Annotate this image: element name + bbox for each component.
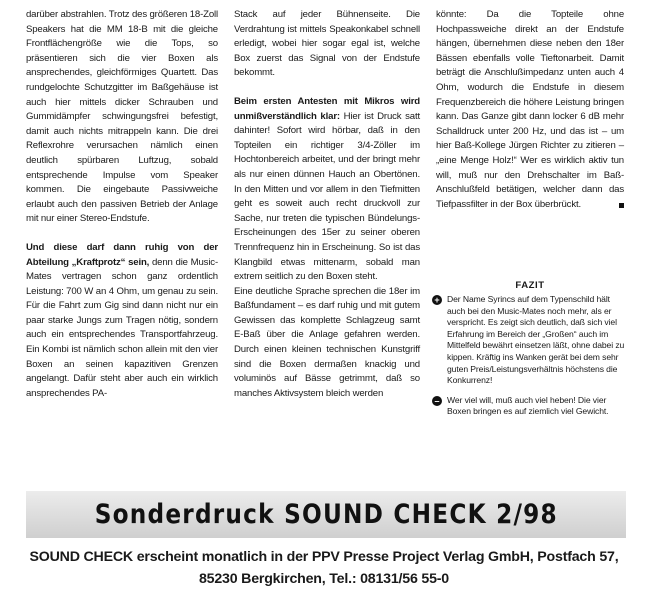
paragraph-text: denn die Music-Mates vertragen schon ganz ordentlich Leistung: 700 W an 4 Ohm, um genau zu sein. Für die Fahrt zum Gig sind dann nicht nur ein paar starke Jungs zum Tragen nötig, sondern auch ein entsprechendes Transportfahrzeug. Ein Kombi ist nämlich schon allein mit den vier Boxen an seinen kapazitiven Grenzen angelangt. Dafür steht aber auch ein wirklich ansprechendes PA- bbox=[26, 256, 218, 399]
paragraph: Eine deutliche Sprache sprechen die 18er im Baßfundament – es darf ruhig und mit gutem Gewissen das komplette Schlagzeug samt E-Baß über die Anlage gefahren werden. Durch einen kleinen technischen Kunstgriff sind die Boxen dermaßen knackig und voluminös auf Bässe getrimmt, daß so manches Aktivsystem bleich werden bbox=[234, 285, 420, 399]
paragraph: darüber abstrahlen. Trotz des größeren 18-Zoll Speakers hat die MM 18-B mit die gleiche Frontflächengröße wie die Tops, so präsentieren sich die vier Boxen als ansprechendes, gleichförmiges Quartett. Das rundgelochte Schutzgitter im Baßgehäuse ist auch hier mittels dicker Schrauben und Gummidämpfer schwingungsfrei befestigt, damit auch nichts mitrappeln kann. Die drei Reflexrohre verursachen nämlich einen deutlich spürbaren Luftzug, sobald entsprechende Impulse vom Speaker kommen. Die eingebaute Passivweiche erlaubt auch den passiven Betrieb der Anlage mit nur einer Stereo-Endstufe. bbox=[26, 9, 219, 225]
footer-line-2: 85230 Bergkirchen, Tel.: 08131/56 55-0 bbox=[198, 571, 450, 587]
fazit-minus-item bbox=[432, 395, 628, 418]
plus-icon: + bbox=[432, 295, 442, 305]
fazit-plus-text: Der Name Syrincs auf dem Typenschild hält auch bei den Music-Mates noch mehr, als er verspricht. Es zeigt sich deutlich, daß sich viel Erfahrung im Bereich der „Großen“ auch im Mittelfeld bewährt einsetzen läßt, ohne dabei zu kippen. Kräftig ins Wanken gerät bei dem sehr guten Preis/Leistungsverhältnis höchstens die Konkurrenz! bbox=[447, 294, 625, 386]
reprint-banner bbox=[26, 491, 626, 538]
paragraph bbox=[234, 95, 420, 285]
lead-in-bold: Beim ersten Antesten mit Mikros wird unmißverständlich klar: bbox=[234, 95, 420, 122]
article-column-3 bbox=[436, 8, 624, 212]
paragraph bbox=[26, 241, 218, 402]
paragraph-text: könnte: Da die Topteile ohne Hochpassweiche direkt an der Endstufe hängen, übernehmen diese neben den 18er Bässen ebenfalls volle Tieftonarbeit. Damit beträgt die Anschlußimpedanz unten auch 4 Ohm, wodurch die Endstufe in diesem Frequenzbereich die höhere Leistung bringen kann. Das Ganze gibt dann locker 6 dB mehr Schalldruck unter 200 Hz, und das ist – um hier Baß-Kollege Jürgen Richter zu zitieren – „eine Menge Holz!“ Wer es wirklich aktiv tun will, muß nur den Drehschalter im Baß-Anschlußfeld betätigen, welcher dann das Tiefpassfilter in der Box überbrückt. bbox=[436, 9, 624, 210]
fazit-plus-item bbox=[432, 294, 628, 387]
footer-line-1: SOUND CHECK erscheint monatlich in der PPV Presse Project Verlag GmbH, Postfach 57, bbox=[29, 549, 619, 565]
lead-in-bold: Und diese darf dann ruhig von der Abteilung „Kraftprotz“ sein, bbox=[26, 241, 218, 268]
fazit-title: FAZIT bbox=[515, 280, 545, 291]
article-column-1 bbox=[26, 8, 218, 401]
publisher-footer bbox=[0, 546, 648, 590]
end-mark-icon bbox=[619, 203, 624, 208]
paragraph: Stack auf jeder Bühnenseite. Die Verdrahtung ist mittels Speakonkabel schnell erledigt, wobei hier sogar egal ist, welche Box zuerst das Signal von der Endstufe bekommt. bbox=[234, 9, 420, 79]
article-column-2 bbox=[234, 8, 420, 401]
paragraph bbox=[436, 8, 624, 212]
fazit-minus-text: Wer viel will, muß auch viel heben! Die vier Boxen bringen es auf ziemlich viel Gewicht. bbox=[447, 394, 609, 417]
minus-icon: – bbox=[432, 396, 442, 406]
banner-title: Sonderdruck SOUND CHECK 2/98 bbox=[94, 499, 558, 530]
fazit-box bbox=[432, 280, 628, 418]
paragraph-text: Hier ist Druck satt dahinter! Sofort wird hörbar, daß in den Topteilen ein richtiger 3/4-Zöller im Hochtonbereich arbeitet, und der bringt mehr als nur einen dünnen Hauch an Obertönen. In den Mitten und vor allem in den Tiefmitten geht es soweit auch recht druckvoll zur Sache, nur treten die typischen Bündelungs-Erscheinungen des 15er zu seiner oberen Trennfrequenz hin in Erscheinung. So ist das Klangbild etwas mittenarm, sobald man extrem seitlich zu den Boxen steht. bbox=[234, 110, 420, 283]
